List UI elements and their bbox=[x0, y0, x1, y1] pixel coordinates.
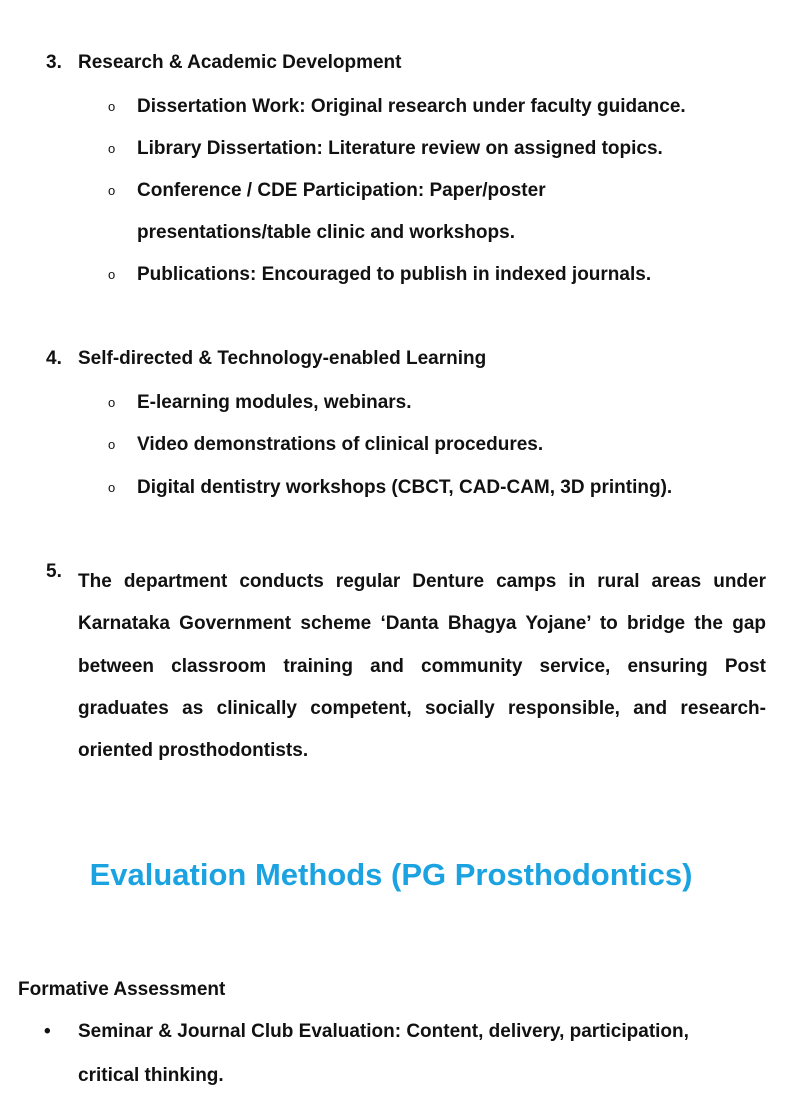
circle-bullet-icon: o bbox=[108, 141, 116, 156]
section-number: 4. bbox=[46, 348, 62, 369]
list-item-text: Publications: Encouraged to publish in indexed journals. bbox=[137, 264, 652, 285]
list-item-text: Seminar & Journal Club Evaluation: Content, delivery, participation, bbox=[78, 1021, 689, 1042]
evaluation-heading: Evaluation Methods (PG Prosthodontics) bbox=[89, 857, 693, 892]
paragraph-text: The department conducts regular Denture camps in rural areas under Karnataka Government scheme ‘Danta Bhagya Yojane’ to bridge the gap between classroom training and community service, ensuring Post graduates as clinically competent, socially responsible, and research-oriented prosthodontists. bbox=[78, 571, 766, 762]
circle-bullet-icon: o bbox=[108, 99, 116, 114]
list-item-text: Dissertation Work: Original research under faculty guidance. bbox=[137, 96, 686, 117]
section-number: 3. bbox=[46, 52, 62, 73]
list-item-text: E-learning modules, webinars. bbox=[137, 392, 412, 413]
list-item-text: Conference / CDE Participation: Paper/poster bbox=[137, 180, 546, 201]
circle-bullet-icon: o bbox=[108, 395, 116, 410]
section-3-heading bbox=[46, 52, 401, 74]
circle-bullet-icon: o bbox=[108, 480, 116, 495]
list-item-text: Digital dentistry workshops (CBCT, CAD-CAM, 3D printing). bbox=[137, 477, 673, 498]
list-item-continuation: critical thinking. bbox=[78, 1065, 224, 1086]
section-title: Self-directed & Technology-enabled Learning bbox=[78, 348, 487, 369]
list-item-text: Video demonstrations of clinical procedures. bbox=[137, 434, 544, 455]
section-4-heading bbox=[46, 348, 486, 370]
circle-bullet-icon: o bbox=[108, 437, 116, 452]
list-item-continuation: presentations/table clinic and workshops. bbox=[137, 222, 515, 243]
dot-bullet-icon: • bbox=[44, 1021, 51, 1042]
circle-bullet-icon: o bbox=[108, 267, 116, 282]
section-title: Research & Academic Development bbox=[78, 52, 402, 73]
list-item-text: Library Dissertation: Literature review on assigned topics. bbox=[137, 138, 663, 159]
section-number: 5. bbox=[46, 561, 62, 582]
circle-bullet-icon: o bbox=[108, 183, 116, 198]
formative-assessment-heading: Formative Assessment bbox=[18, 979, 226, 1000]
